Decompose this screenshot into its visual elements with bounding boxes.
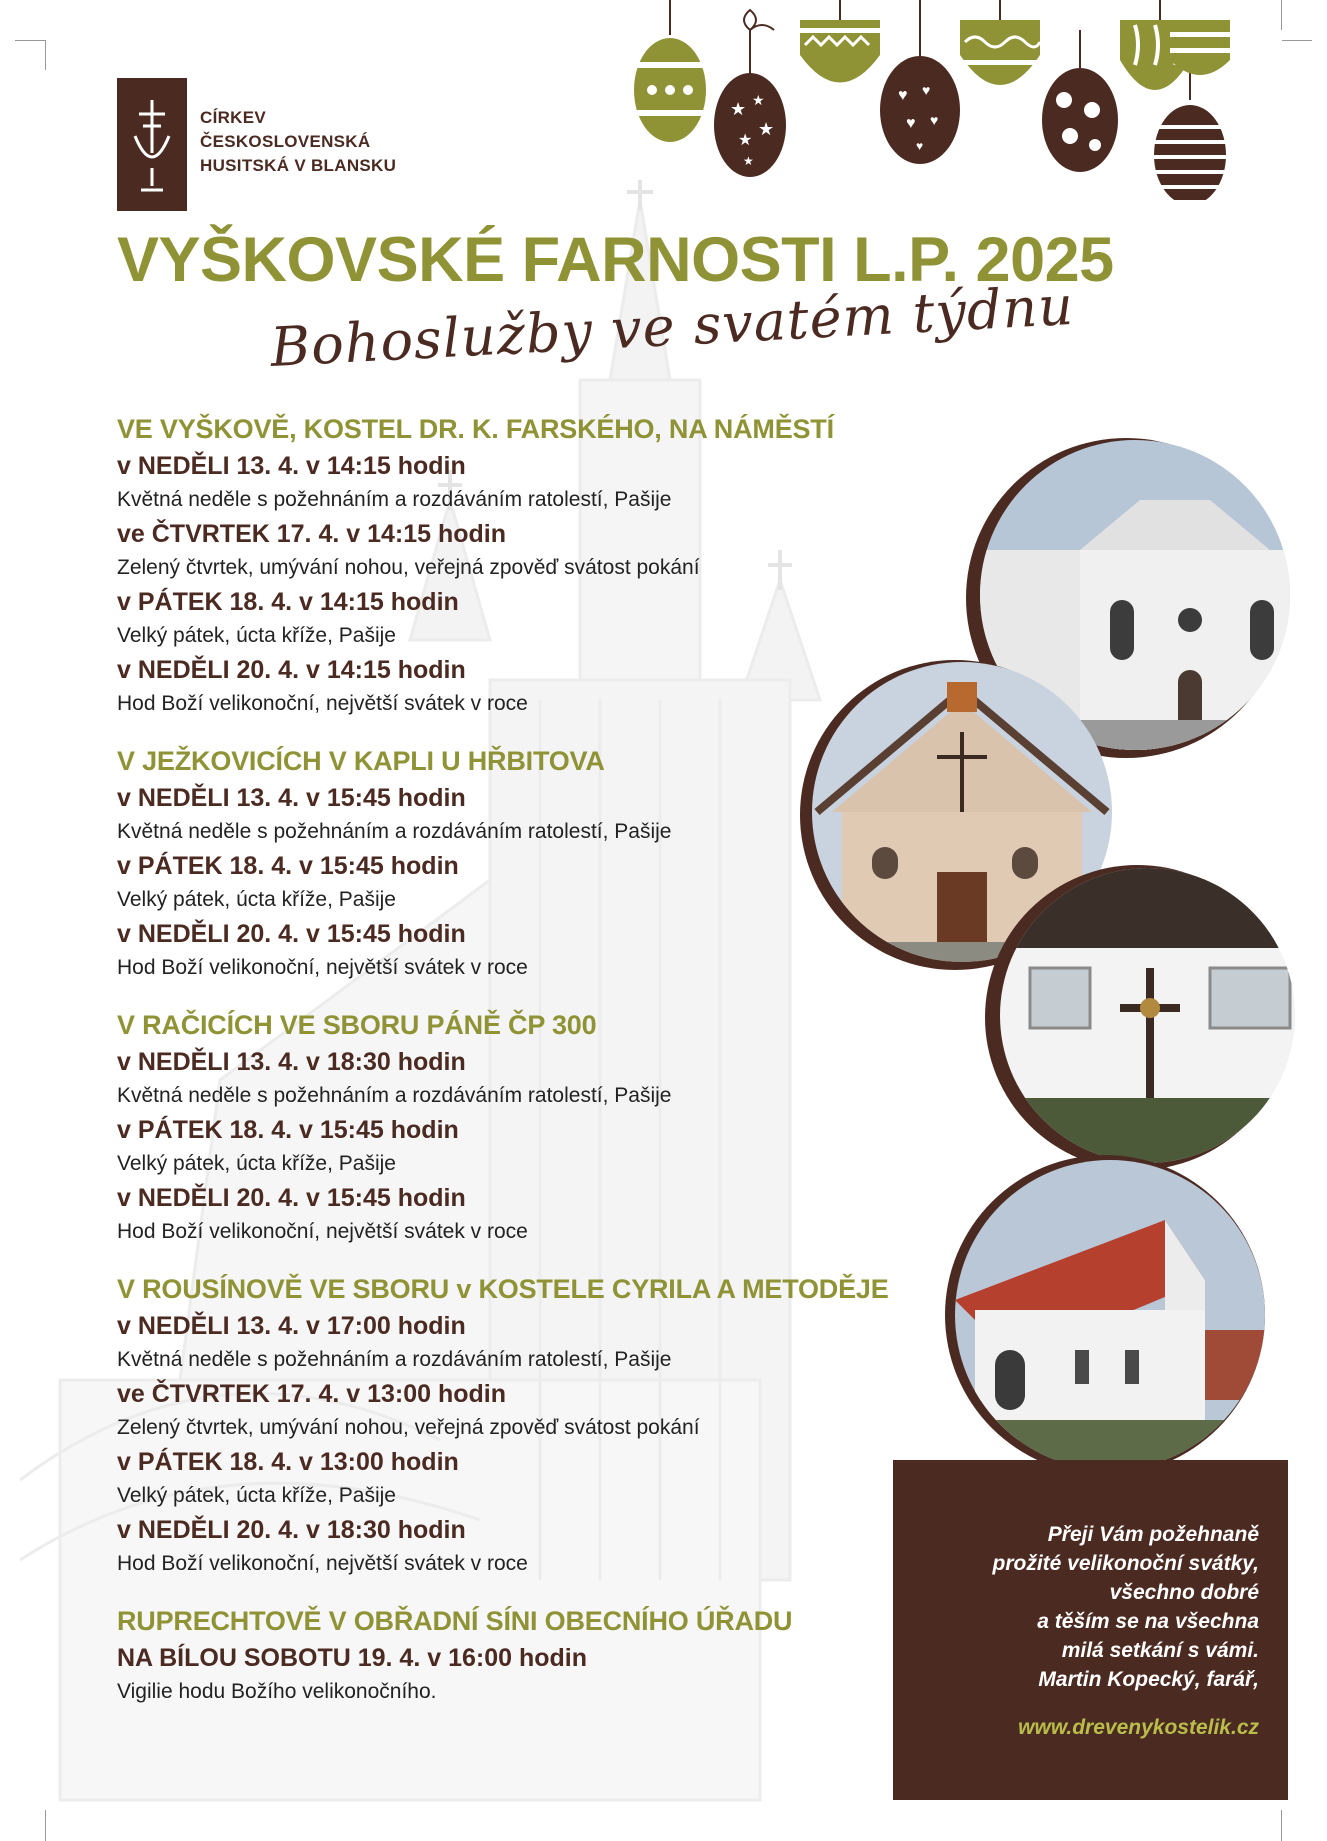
service-description: Květná neděle s požehnáním a rozdáváním ratolestí, Pašije bbox=[117, 488, 672, 511]
svg-text:★: ★ bbox=[758, 119, 775, 139]
service-time: v PÁTEK 18. 4. v 15:45 hodin bbox=[117, 1116, 459, 1144]
service-item bbox=[117, 1444, 937, 1512]
service-time: v NEDĚLI 13. 4. v 15:45 hodin bbox=[117, 784, 466, 812]
service-item bbox=[117, 1044, 937, 1112]
schedule bbox=[117, 410, 937, 1730]
service-time: v NEDĚLI 20. 4. v 15:45 hodin bbox=[117, 920, 466, 948]
section-title: V RAČICÍCH VE SBORU PÁNĚ ČP 300 bbox=[117, 1010, 597, 1040]
service-item bbox=[117, 1308, 937, 1376]
service-time: v NEDĚLI 13. 4. v 14:15 hodin bbox=[117, 452, 466, 480]
logo-mark bbox=[117, 78, 187, 211]
service-time: ve ČTVRTEK 17. 4. v 14:15 hodin bbox=[117, 520, 507, 548]
service-time: v PÁTEK 18. 4. v 15:45 hodin bbox=[117, 852, 459, 880]
greeting-line: a těším se na všechna bbox=[1037, 1610, 1259, 1633]
egg-olive-striped bbox=[634, 38, 706, 142]
poster-title: VYŠKOVSKÉ FARNOSTI L.P. 2025 bbox=[117, 225, 1114, 295]
svg-text:★: ★ bbox=[743, 154, 754, 168]
website-link[interactable]: www.drevenykostelik.cz bbox=[1018, 1716, 1259, 1739]
service-time: v NEDĚLI 20. 4. v 18:30 hodin bbox=[117, 1516, 466, 1544]
service-item bbox=[117, 652, 937, 720]
egg-olive-waves bbox=[960, 20, 1040, 85]
svg-text:♥: ♥ bbox=[916, 139, 924, 153]
crop-mark bbox=[1281, 0, 1282, 30]
section-rousinov bbox=[117, 1270, 937, 1580]
service-description: Květná neděle s požehnáním a rozdáváním ratolestí, Pašije bbox=[117, 820, 672, 843]
section-title: VE VYŠKOVĚ, KOSTEL DR. K. FARSKÉHO, NA NÁMĚSTÍ bbox=[117, 414, 834, 444]
easter-eggs-decoration bbox=[630, 0, 1230, 200]
section-title: V JEŽKOVICÍCH V KAPLI U HŘBITOVA bbox=[117, 746, 605, 776]
greeting-message bbox=[879, 1520, 1259, 1665]
section-racice bbox=[117, 1006, 937, 1248]
service-time: v NEDĚLI 13. 4. v 17:00 hodin bbox=[117, 1312, 466, 1340]
service-item bbox=[117, 1640, 937, 1708]
logo-line: CÍRKEV bbox=[200, 108, 267, 127]
svg-text:♥: ♥ bbox=[898, 87, 908, 104]
logo-line: ČESKOSLOVENSKÁ bbox=[200, 132, 371, 151]
service-time: v PÁTEK 18. 4. v 14:15 hodin bbox=[117, 588, 459, 616]
logo-text bbox=[200, 106, 396, 178]
service-item bbox=[117, 1376, 937, 1444]
service-description: Velký pátek, úcta kříže, Pašije bbox=[117, 1484, 396, 1507]
service-description: Hod Boží velikonoční, největší svátek v roce bbox=[117, 1220, 528, 1243]
service-item bbox=[117, 916, 937, 984]
service-item bbox=[117, 1180, 937, 1248]
svg-text:★: ★ bbox=[752, 92, 765, 108]
service-description: Květná neděle s požehnáním a rozdáváním ratolestí, Pašije bbox=[117, 1348, 672, 1371]
service-item bbox=[117, 1512, 937, 1580]
service-item bbox=[117, 448, 937, 516]
service-time: v NEDĚLI 20. 4. v 15:45 hodin bbox=[117, 1184, 466, 1212]
service-item bbox=[117, 848, 937, 916]
greeting-line: prožité velikonoční svátky, bbox=[992, 1552, 1259, 1575]
svg-text:★: ★ bbox=[730, 99, 747, 119]
service-description: Velký pátek, úcta kříže, Pašije bbox=[117, 888, 396, 911]
egg-brown-hearts bbox=[880, 56, 960, 164]
service-description: Velký pátek, úcta kříže, Pašije bbox=[117, 624, 396, 647]
section-title: RUPRECHTOVĚ V OBŘADNÍ SÍNI OBECNÍHO ÚŘADU bbox=[117, 1606, 793, 1636]
service-item bbox=[117, 584, 937, 652]
service-time: ve ČTVRTEK 17. 4. v 13:00 hodin bbox=[117, 1380, 507, 1408]
crop-mark bbox=[1281, 1810, 1282, 1841]
section-ruprechtov bbox=[117, 1602, 937, 1708]
egg-brown-lines bbox=[1154, 105, 1226, 200]
crop-mark bbox=[45, 40, 46, 70]
chalice-cross-icon bbox=[117, 78, 187, 211]
section-vyskov bbox=[117, 410, 937, 720]
logo-line: HUSITSKÁ V BLANSKU bbox=[200, 156, 397, 175]
crop-mark bbox=[15, 40, 45, 41]
svg-text:♥: ♥ bbox=[922, 82, 931, 98]
service-description: Hod Boží velikonoční, největší svátek v roce bbox=[117, 692, 528, 715]
service-description: Hod Boží velikonoční, největší svátek v roce bbox=[117, 956, 528, 979]
greeting-line: všechno dobré bbox=[1109, 1581, 1259, 1604]
service-description: Velký pátek, úcta kříže, Pašije bbox=[117, 1152, 396, 1175]
service-time: v NEDĚLI 13. 4. v 18:30 hodin bbox=[117, 1048, 466, 1076]
photo-rousinov-church bbox=[955, 1160, 1265, 1470]
egg-olive-zigzag bbox=[800, 20, 880, 83]
service-description: Květná neděle s požehnáním a rozdáváním ratolestí, Pašije bbox=[117, 1084, 672, 1107]
section-title: V ROUSÍNOVĚ VE SBORU v KOSTELE CYRILA A METODĚJE bbox=[117, 1274, 889, 1304]
greeting-line: milá setkání s vámi. bbox=[1061, 1639, 1259, 1662]
svg-text:♥: ♥ bbox=[930, 112, 939, 128]
section-jezkovice bbox=[117, 742, 937, 984]
svg-text:♥: ♥ bbox=[906, 115, 916, 132]
service-item bbox=[117, 516, 937, 584]
photo-racice-house bbox=[1000, 868, 1295, 1163]
svg-text:★: ★ bbox=[738, 132, 753, 149]
egg-brown-stars bbox=[714, 73, 786, 177]
service-item bbox=[117, 1112, 937, 1180]
service-description: Zelený čtvrtek, umývání nohou, veřejná zpověď svátost pokání bbox=[117, 1416, 700, 1439]
egg-brown-dots bbox=[1042, 68, 1118, 172]
service-description: Hod Boží velikonoční, největší svátek v roce bbox=[117, 1552, 528, 1575]
service-description: Zelený čtvrtek, umývání nohou, veřejná zpověď svátost pokání bbox=[117, 556, 700, 579]
service-item bbox=[117, 780, 937, 848]
greeting-signature: Martin Kopecký, farář, bbox=[1038, 1668, 1259, 1691]
service-time: v PÁTEK 18. 4. v 13:00 hodin bbox=[117, 1448, 459, 1476]
service-time: NA BÍLOU SOBOTU 19. 4. v 16:00 hodin bbox=[117, 1644, 587, 1672]
egg-olive-striped-top bbox=[1170, 20, 1230, 75]
greeting-line: Přeji Vám požehnaně bbox=[1047, 1523, 1259, 1546]
poster-subtitle: Bohoslužby ve svatém týdnu bbox=[268, 273, 1076, 380]
crop-mark bbox=[1282, 40, 1312, 41]
service-description: Vigilie hodu Božího velikonočního. bbox=[117, 1680, 437, 1703]
service-time: v NEDĚLI 20. 4. v 14:15 hodin bbox=[117, 656, 466, 684]
